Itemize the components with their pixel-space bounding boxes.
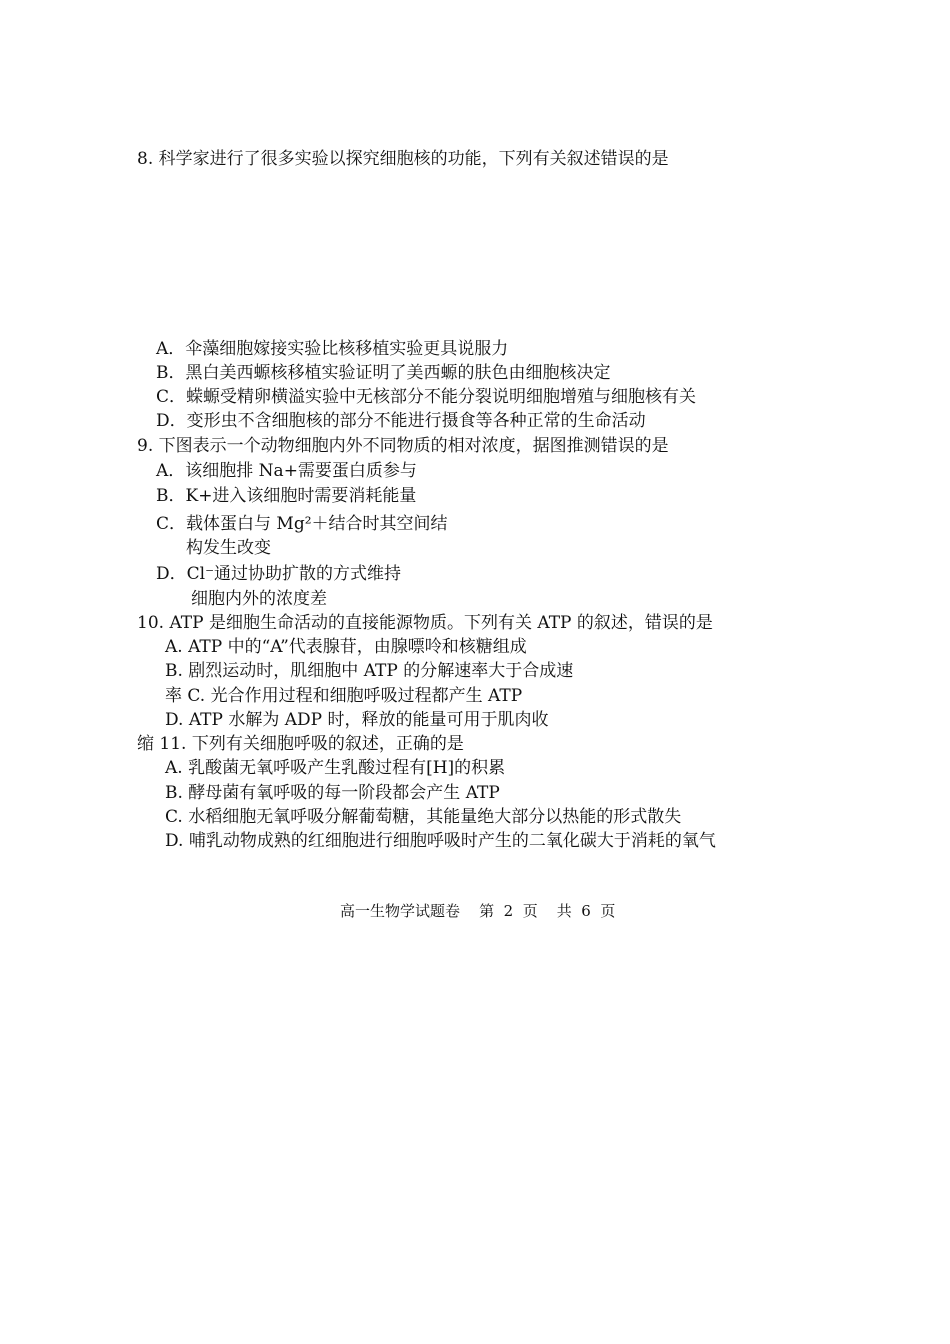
q9-option-c-cont: 构发生改变 bbox=[186, 538, 271, 558]
q11-option-d: D. 哺乳动物成熟的红细胞进行细胞呼吸时产生的二氧化碳大于消耗的氧气 bbox=[165, 831, 716, 851]
q8-option-a: A．伞藻细胞嫁接实验比核移植实验更具说服力 bbox=[156, 339, 509, 359]
q11-option-b: B. 酵母菌有氧呼吸的每一阶段都会产生 ATP bbox=[165, 783, 500, 803]
q11-stem: 缩 11. 下列有关细胞呼吸的叙述，正确的是 bbox=[137, 734, 464, 754]
q8-stem: 8. 科学家进行了很多实验以探究细胞核的功能，下列有关叙述错误的是 bbox=[137, 149, 669, 169]
q9-option-d-cont: 细胞内外的浓度差 bbox=[191, 589, 327, 609]
q8-option-c: C．蝾螈受精卵横溢实验中无核部分不能分裂说明细胞增殖与细胞核有关 bbox=[156, 387, 697, 407]
q10-option-c: 率 C. 光合作用过程和细胞呼吸过程都产生 ATP bbox=[165, 686, 523, 706]
q9-option-a: A．该细胞排 Na+需要蛋白质参与 bbox=[156, 461, 417, 481]
q8-option-b: B．黑白美西螈核移植实验证明了美西螈的肤色由细胞核决定 bbox=[156, 363, 611, 383]
q9-option-c: C．载体蛋白与 Mg²＋结合时其空间结 bbox=[156, 514, 448, 534]
q9-option-d: D．Cl⁻通过协助扩散的方式维持 bbox=[156, 564, 402, 584]
q10-option-b: B. 剧烈运动时，肌细胞中 ATP 的分解速率大于合成速 bbox=[165, 661, 574, 681]
q10-stem: 10. ATP 是细胞生命活动的直接能源物质。下列有关 ATP 的叙述，错误的是 bbox=[137, 613, 713, 633]
q11-option-c: C. 水稻细胞无氧呼吸分解葡萄糖，其能量绝大部分以热能的形式散失 bbox=[165, 807, 682, 827]
q11-option-a: A. 乳酸菌无氧呼吸产生乳酸过程有[H]的积累 bbox=[165, 758, 506, 778]
q10-option-d: D. ATP 水解为 ADP 时，释放的能量可用于肌肉收 bbox=[165, 710, 549, 730]
q8-option-d: D．变形虫不含细胞核的部分不能进行摄食等各种正常的生命活动 bbox=[156, 411, 646, 431]
page-footer: 高一生物学试题卷 第 2 页 共 6 页 bbox=[340, 902, 616, 920]
q9-stem: 9. 下图表示一个动物细胞内外不同物质的相对浓度，据图推测错误的是 bbox=[137, 436, 669, 456]
q9-option-b: B．K+进入该细胞时需要消耗能量 bbox=[156, 486, 417, 506]
q10-option-a: A. ATP 中的“A”代表腺苷，由腺嘌呤和核糖组成 bbox=[165, 637, 527, 657]
